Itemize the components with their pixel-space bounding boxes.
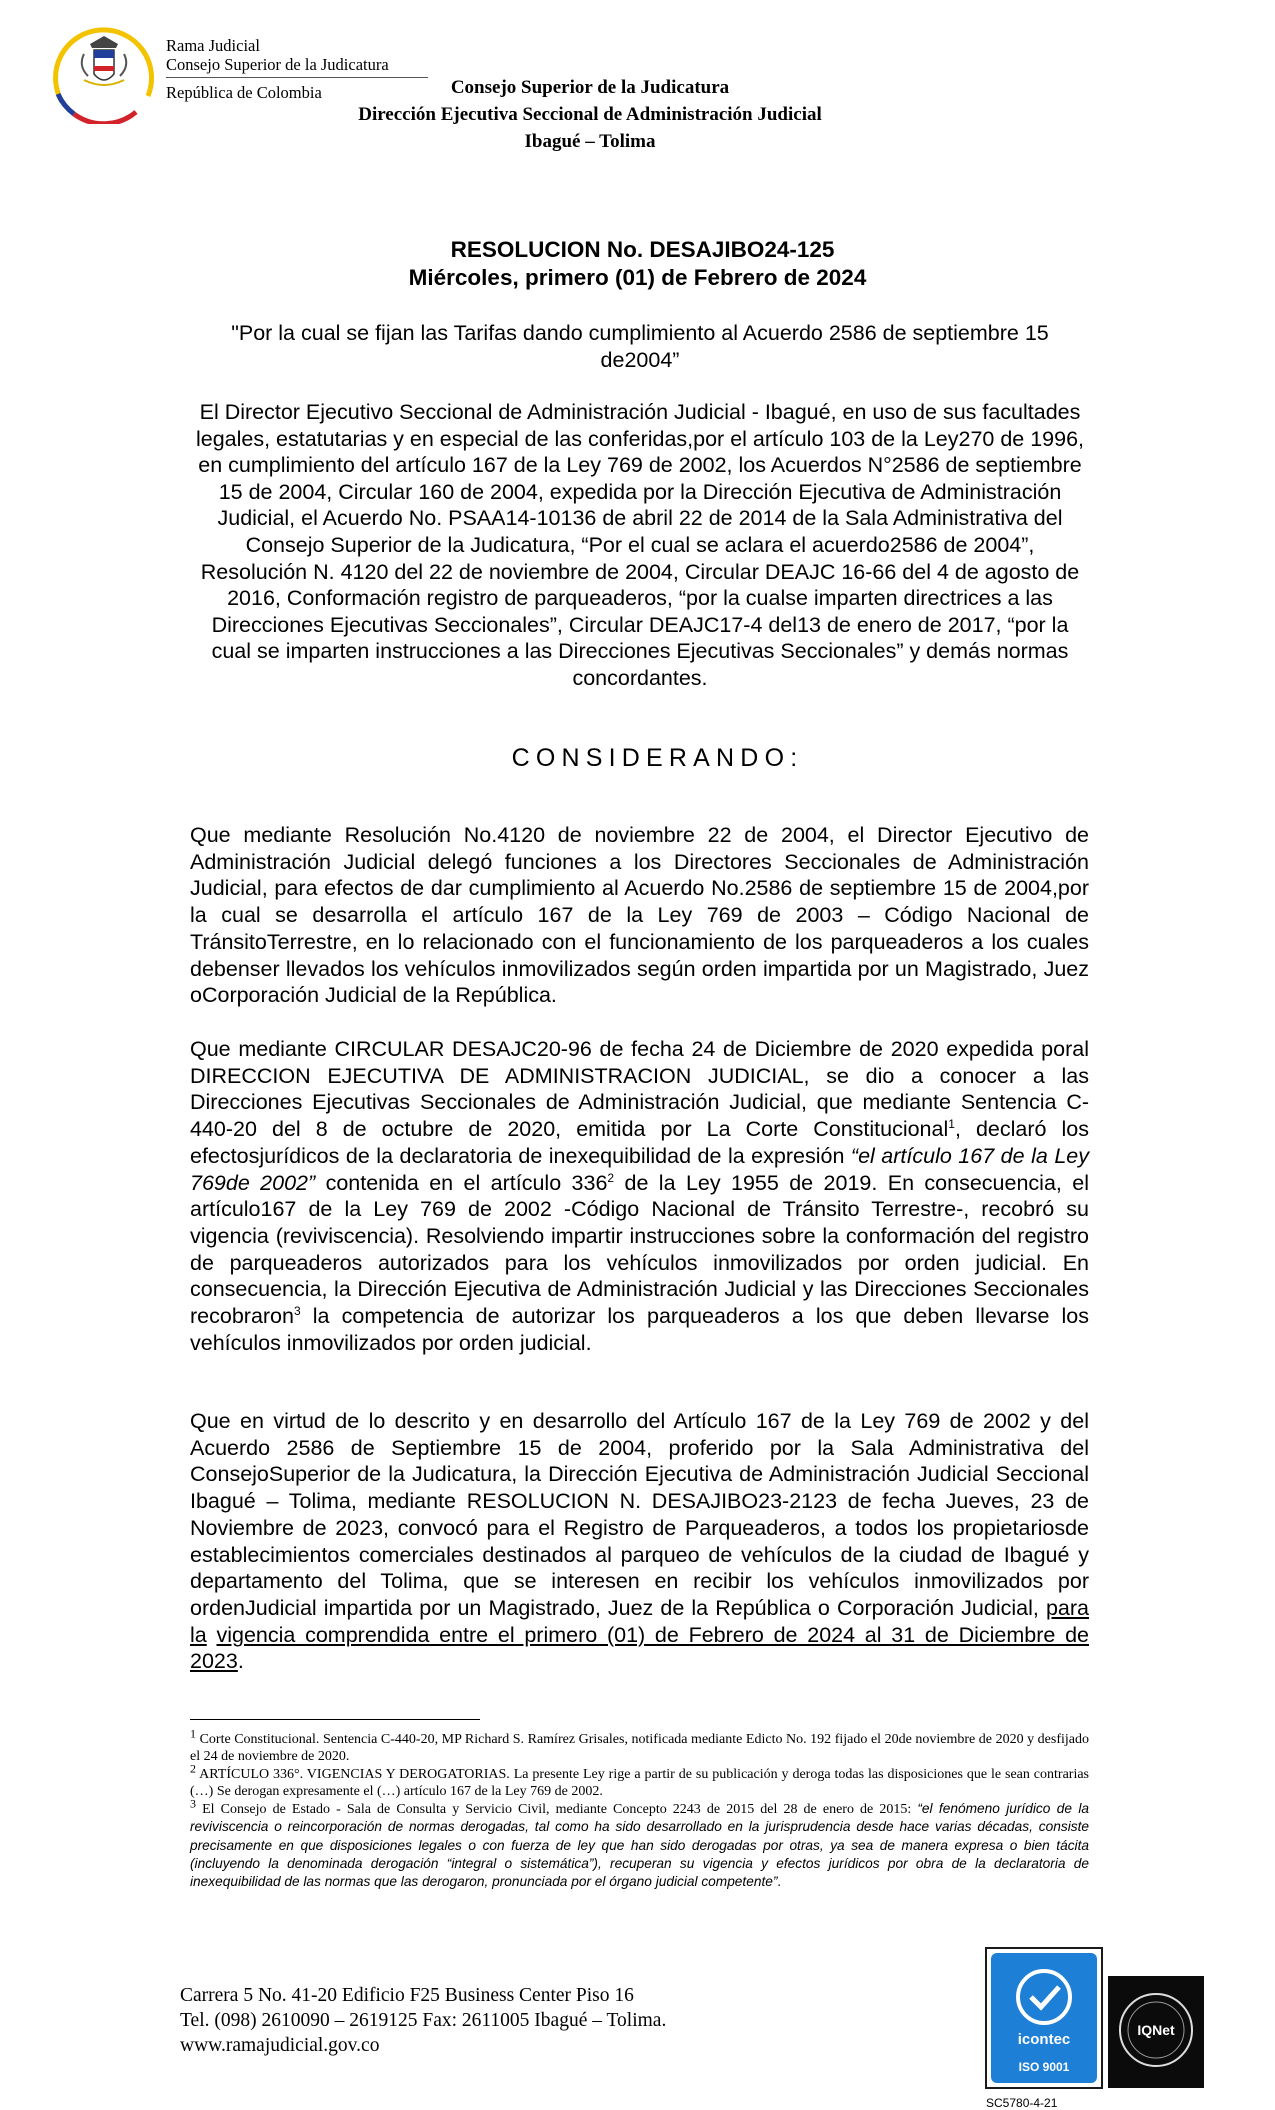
iso-label: ISO 9001	[1018, 2060, 1070, 2074]
paragraph-3-part-a: Que en virtud de lo descrito y en desarrollo del Artículo 167 de la Ley 769 de 2002 y del Acuerdo 2586 de Septiembre 15 de 2004, proferido por la Sala Administrativa del ConsejoSuperior de la Judicatura, la Dirección Ejecutiva de Administración Judicial Seccional Ibagué – Tolima, mediante RESOLUCION N. DESAJIBO23-2123 de fecha Jueves, 23 de Noviembre de 2023, convocó para el Registro de Parqueaderos, a todos los propietariosde establecimientos comerciales destinados al parqueo de vehículos de la ciudad de Ibagué y departamento del Tolima, que se interesen en recibir los vehículos inmovilizados por ordenJudicial impartida por un Magistrado, Juez de la República o Corporación Judicial,	[190, 1409, 1089, 1620]
footnote-3-text: El Consejo de Estado - Sala de Consulta y Servicio Civil, mediante Concepto 2243 de 2015 del 28 de enero de 2015:	[202, 1802, 918, 1818]
coat-of-arms-icon	[44, 14, 164, 124]
org-line-2: Consejo Superior de la Judicatura	[166, 55, 389, 74]
paragraph-2-part-d: de la Ley 1955 de 2019. En consecuencia, el artículo167 de la Ley 769 de 2002 -Código Nacional de Tránsito Terrestre-, recobró su vigencia (reviviscencia). Resolviendo impartir instrucciones sobre la conformación del registro de parqueaderos autorizados para los vehículos inmovilizados por orden judicial. En consecuencia, la Dirección Ejecutiva de Administración Judicial y las Direcciones Seccionales recobraron	[190, 1170, 1089, 1329]
paragraph-2-part-a: Que mediante CIRCULAR DESAJC20-96 de fecha 24 de Diciembre de 2020 expedida poral DIRECCION EJECUTIVA DE ADMINISTRACION JUDICIAL, se dio a conocer a las Direcciones Ejecutivas Seccionales de Administración Judicial, que mediante Sentencia C-440-20 del 8 de octubre de 2020, emitida por La Corte Constitucional	[190, 1037, 1089, 1142]
footnotes	[190, 1726, 1090, 1892]
footnote-2	[190, 1760, 1090, 1801]
paragraph-2	[190, 1036, 1089, 1356]
paragraph-2-part-b: , declaró los efectosjurídicos de la declaratoria de inexequibilidad de la expresión	[190, 1117, 1089, 1168]
resolution-title	[0, 236, 1275, 292]
header-title-2: Dirección Ejecutiva Seccional de Administración Judicial	[358, 104, 822, 125]
footnote-1-marker: 1	[190, 1726, 196, 1741]
iqnet-certification-logo	[1108, 1976, 1204, 2088]
footer-phone: Tel. (098) 2610090 – 2619125 Fax: 2611005 Ibagué – Tolima.	[180, 2010, 667, 2031]
footnote-ref-3: 3	[293, 1303, 301, 1318]
header-title-3: Ibagué – Tolima	[524, 131, 656, 152]
header-titles	[340, 74, 840, 155]
icontec-label: icontec	[1017, 2031, 1071, 2048]
footnote-ref-2: 2	[607, 1170, 615, 1185]
paragraph-3-underlined-2: vigencia comprendida entre el primero (01) de Febrero de 2024 al 31 de Diciembre de 2023	[190, 1622, 1089, 1674]
paragraph-2-part-c: contenida en el artículo 336	[315, 1170, 608, 1195]
icontec-certification-logo	[985, 1947, 1103, 2089]
footer-address-block	[180, 1983, 666, 2058]
certificate-code: SC5780-4-21	[986, 2096, 1058, 2110]
considerando-heading: CONSIDERANDO:	[511, 744, 804, 772]
iqnet-label: IQNet	[1137, 2022, 1175, 2038]
header-title-1: Consejo Superior de la Judicatura	[450, 77, 730, 98]
paragraph-1: Que mediante Resolución No.4120 de noviembre 22 de 2004, el Director Ejecutivo de Administración Judicial delegó funciones a los Directores Seccionales de Administración Judicial, para efectos de dar cumplimiento al Acuerdo No.2586 de septiembre 15 de 2004,por la cual se desarrolla el artículo 167 de la Ley 769 de 2003 – Código Nacional de TránsitoTerrestre, en lo relacionado con el funcionamiento de los parqueaderos a los cuales debenser llevados los vehículos inmovilizados según orden impartida por un Magistrado, Juez oCorporación Judicial de la República.	[190, 823, 1089, 1008]
org-line-3: República de Colombia	[166, 83, 322, 102]
footer-website: www.ramajudicial.gov.co	[180, 2035, 380, 2056]
footer-address: Carrera 5 No. 41-20 Edificio F25 Business Center Piso 16	[180, 1985, 634, 2006]
footnote-ref-1: 1	[948, 1116, 955, 1131]
iqnet-seal-icon	[1108, 1976, 1204, 2088]
paragraph-3	[190, 1408, 1089, 1675]
footnote-1-text: Corte Constitucional. Sentencia C-440-20, MP Richard S. Ramírez Grisales, notificada mediante Edicto No. 192 fijado el 20de noviembre de 2020 y desfijado el 24 de noviembre de 2020.	[190, 1732, 1090, 1765]
org-line-1: Rama Judicial	[166, 36, 260, 55]
icontec-seal-icon	[987, 1949, 1101, 2087]
footnote-3	[190, 1796, 1089, 1891]
resolution-motto: "Por la cual se fijan las Tarifas dando cumplimiento al Acuerdo 2586 de septiembre 15 de2004”	[231, 321, 1049, 372]
footnote-1	[190, 1726, 1090, 1766]
footnote-3-quote: “el fenómeno jurídico de la reviviscencia o reincorporación de normas derogadas, tal como ha sido desarrollado en la jurisprudencia desde hace varias décadas, consiste precisamente en que disposiciones legales o con fuerza de ley que han sido derogadas por otras, ya sea de manera expresa o bien tácita (incluyendo la denominada derogación “integral o sistemática”), recuperan su vigencia y efectos jurídicos por obra de la declaratoria de inexequibilidad de las normas que las derogaron, pronunciada por el órgano judicial competente”	[190, 1801, 1089, 1890]
footnote-divider	[190, 1719, 480, 1720]
footnote-2-marker: 2	[190, 1760, 196, 1775]
footnote-3-marker: 3	[190, 1796, 196, 1811]
paragraph-2-part-e: la competencia de autorizar los parqueaderos a los que deben llevarse los vehículos inmovilizados por orden judicial.	[190, 1304, 1089, 1355]
resolution-number: RESOLUCION No. DESAJIBO24-125	[450, 237, 835, 262]
resolution-preamble: El Director Ejecutivo Seccional de Administración Judicial - Ibagué, en uso de sus facultades legales, estatutarias y en especial de las conferidas,por el artículo 103 de la Ley270 de 1996, en cumplimiento del artículo 167 de la Ley 769 de 2002, los Acuerdos N°2586 de septiembre 15 de 2004, Circular 160 de 2004, expedida por la Dirección Ejecutiva de Administración Judicial, el Acuerdo No. PSAA14-10136 de abril 22 de 2014 de la Sala Administrativa del Consejo Superior de la Judicatura, “Por el cual se aclara el acuerdo2586 de 2004”, Resolución N. 4120 del 22 de noviembre de 2004, Circular DEAJC 16-66 del 4 de agosto de 2016, Conformación registro de parqueaderos, “por la cualse imparten directrices a las Direcciones Ejecutivas Seccionales”, Circular DEAJC17-4 del13 de enero de 2017, “por la cual se imparten instrucciones a las Direcciones Ejecutivas Seccionales” y demás normas concordantes.	[195, 400, 1085, 690]
resolution-date: Miércoles, primero (01) de Febrero de 2024	[408, 265, 867, 290]
footnote-3-end: .	[777, 1875, 781, 1891]
footnote-2-text: ARTÍCULO 336°. VIGENCIAS Y DEROGATORIAS. La presente Ley rige a partir de su publicación y deroga todas las disposiciones que le sean contrarias (…) Se derogan expresamente el (…) artículo 167 de la Ley 769 de 2002.	[190, 1766, 1090, 1799]
paragraph-3-end: .	[237, 1649, 244, 1674]
paragraph-3-underlined-1: para la	[190, 1595, 1089, 1647]
paragraph-2-italic-quote: “el artículo 167 de la Ley 769de 2002”	[190, 1143, 1089, 1195]
